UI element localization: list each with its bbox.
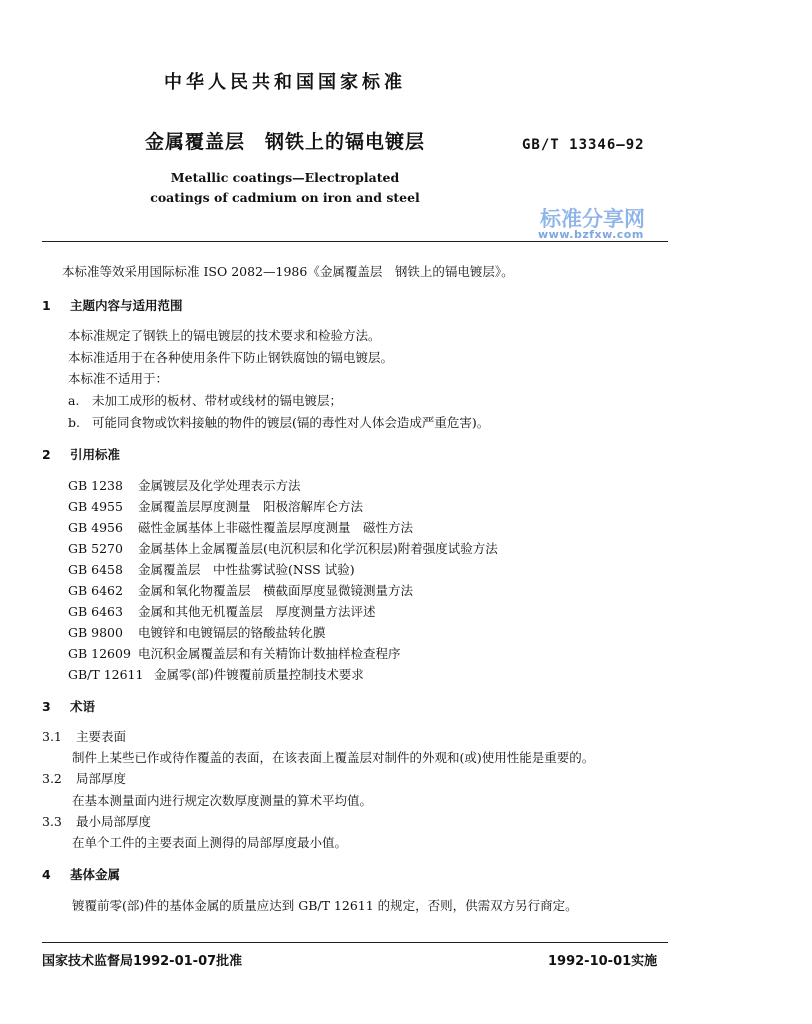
term-name: 主要表面 bbox=[76, 729, 127, 744]
section-title: 主题内容与适用范围 bbox=[70, 298, 183, 313]
section-1-item-b bbox=[68, 413, 489, 431]
section-1-line: 本标准规定了钢铁上的镉电镀层的技术要求和检验方法。 bbox=[68, 328, 381, 343]
reference-title: 金属和氧化物覆盖层 横截面厚度显微镜测量方法 bbox=[138, 583, 414, 598]
section-title: 术语 bbox=[70, 699, 96, 714]
section-number: 3 bbox=[42, 699, 51, 714]
item-text: 可能同食物或饮料接触的物件的镀层(镉的毒性对人体会造成严重危害)。 bbox=[92, 415, 490, 430]
item-label: b. bbox=[68, 415, 80, 430]
reference-title: 金属基体上金属覆盖层(电沉积层和化学沉积层)附着强度试验方法 bbox=[138, 541, 498, 556]
document-title-en-line1: Metallic coatings—Electroplated bbox=[170, 170, 400, 185]
reference-code: GB 1238 bbox=[68, 478, 123, 493]
term-3-3 bbox=[42, 812, 151, 830]
reference-code: GB 6462 bbox=[68, 583, 123, 598]
term-name: 最小局部厚度 bbox=[76, 814, 152, 829]
section-number: 2 bbox=[42, 447, 51, 462]
section-1-line: 本标准适用于在各种使用条件下防止钢铁腐蚀的镉电镀层。 bbox=[68, 350, 394, 365]
term-number: 3.1 bbox=[42, 729, 62, 744]
reference-title: 金属覆盖层厚度测量 阳极溶解库仑方法 bbox=[138, 499, 364, 514]
section-1-line: 本标准不适用于： bbox=[68, 371, 169, 386]
intro-paragraph: 本标准等效采用国际标准 ISO 2082—1986《金属覆盖层 钢铁上的镉电镀层》。 bbox=[62, 264, 514, 279]
section-3-heading bbox=[42, 697, 95, 715]
national-standard-heading: 中华人民共和国国家标准 bbox=[164, 72, 406, 93]
reference-code: GB 6463 bbox=[68, 604, 123, 619]
term-definition: 在单个工件的主要表面上测得的局部厚度最小值。 bbox=[72, 835, 348, 850]
watermark-url: www.bzfxw.com bbox=[538, 228, 644, 241]
term-number: 3.2 bbox=[42, 771, 62, 786]
reference-item bbox=[68, 602, 376, 620]
reference-code: GB 4955 bbox=[68, 499, 123, 514]
reference-item bbox=[68, 581, 413, 599]
item-text: 未加工成形的板材、带材或线材的镉电镀层； bbox=[92, 393, 343, 408]
section-number: 4 bbox=[42, 867, 51, 882]
reference-code: GB/T 12611 bbox=[68, 667, 144, 682]
watermark-logo: 标准分享网 bbox=[540, 207, 645, 231]
reference-code: GB 4956 bbox=[68, 520, 123, 535]
reference-title: 电镀锌和电镀镉层的铬酸盐转化膜 bbox=[138, 625, 326, 640]
section-title: 引用标准 bbox=[70, 447, 121, 462]
reference-code: GB 6458 bbox=[68, 562, 123, 577]
document-title-cn: 金属覆盖层 钢铁上的镉电镀层 bbox=[144, 131, 425, 153]
document-title-en-line2: coatings of cadmium on iron and steel bbox=[150, 190, 420, 205]
reference-title: 金属零(部)件镀覆前质量控制技术要求 bbox=[154, 667, 364, 682]
reference-item bbox=[68, 623, 326, 641]
implementation-date: 1992-10-01实施 bbox=[548, 954, 658, 969]
reference-code: GB 9800 bbox=[68, 625, 123, 640]
reference-title: 金属覆盖层 中性盐雾试验(NSS 试验) bbox=[138, 562, 355, 577]
footer-divider bbox=[42, 942, 668, 943]
reference-code: GB 12609 bbox=[68, 646, 131, 661]
reference-item bbox=[68, 644, 401, 662]
section-2-heading bbox=[42, 445, 120, 463]
section-4-paragraph: 镀覆前零(部)件的基体金属的质量应达到 GB/T 12611 的规定，否则，供需双方另行商定。 bbox=[72, 898, 578, 913]
item-label: a. bbox=[68, 393, 80, 408]
reference-item bbox=[68, 476, 301, 494]
reference-title: 金属镀层及化学处理表示方法 bbox=[138, 478, 301, 493]
section-title: 基体金属 bbox=[70, 867, 121, 882]
reference-title: 电沉积金属覆盖层和有关精饰计数抽样检查程序 bbox=[138, 646, 401, 661]
term-name: 局部厚度 bbox=[76, 771, 127, 786]
section-number: 1 bbox=[42, 298, 51, 313]
term-number: 3.3 bbox=[42, 814, 62, 829]
term-3-2 bbox=[42, 769, 126, 787]
reference-code: GB 5270 bbox=[68, 541, 123, 556]
term-definition: 在基本测量面内进行规定次数厚度测量的算术平均值。 bbox=[72, 793, 373, 808]
reference-item bbox=[68, 539, 498, 557]
reference-item bbox=[68, 665, 364, 683]
term-3-1 bbox=[42, 727, 126, 745]
section-4-heading bbox=[42, 865, 120, 883]
reference-title: 金属和其他无机覆盖层 厚度测量方法评述 bbox=[138, 604, 376, 619]
reference-item bbox=[68, 560, 355, 578]
standard-number: GB/T 13346—92 bbox=[522, 137, 645, 153]
section-1-heading bbox=[42, 296, 183, 314]
reference-item bbox=[68, 518, 413, 536]
reference-title: 磁性金属基体上非磁性覆盖层厚度测量 磁性方法 bbox=[138, 520, 414, 535]
reference-item bbox=[68, 497, 363, 515]
term-definition: 制件上某些已作或待作覆盖的表面，在该表面上覆盖层对制件的外观和(或)使用性能是重要的。 bbox=[72, 750, 595, 765]
section-1-item-a bbox=[68, 391, 342, 409]
header-divider bbox=[42, 241, 668, 242]
approval-date: 国家技术监督局1992-01-07批准 bbox=[42, 954, 243, 969]
